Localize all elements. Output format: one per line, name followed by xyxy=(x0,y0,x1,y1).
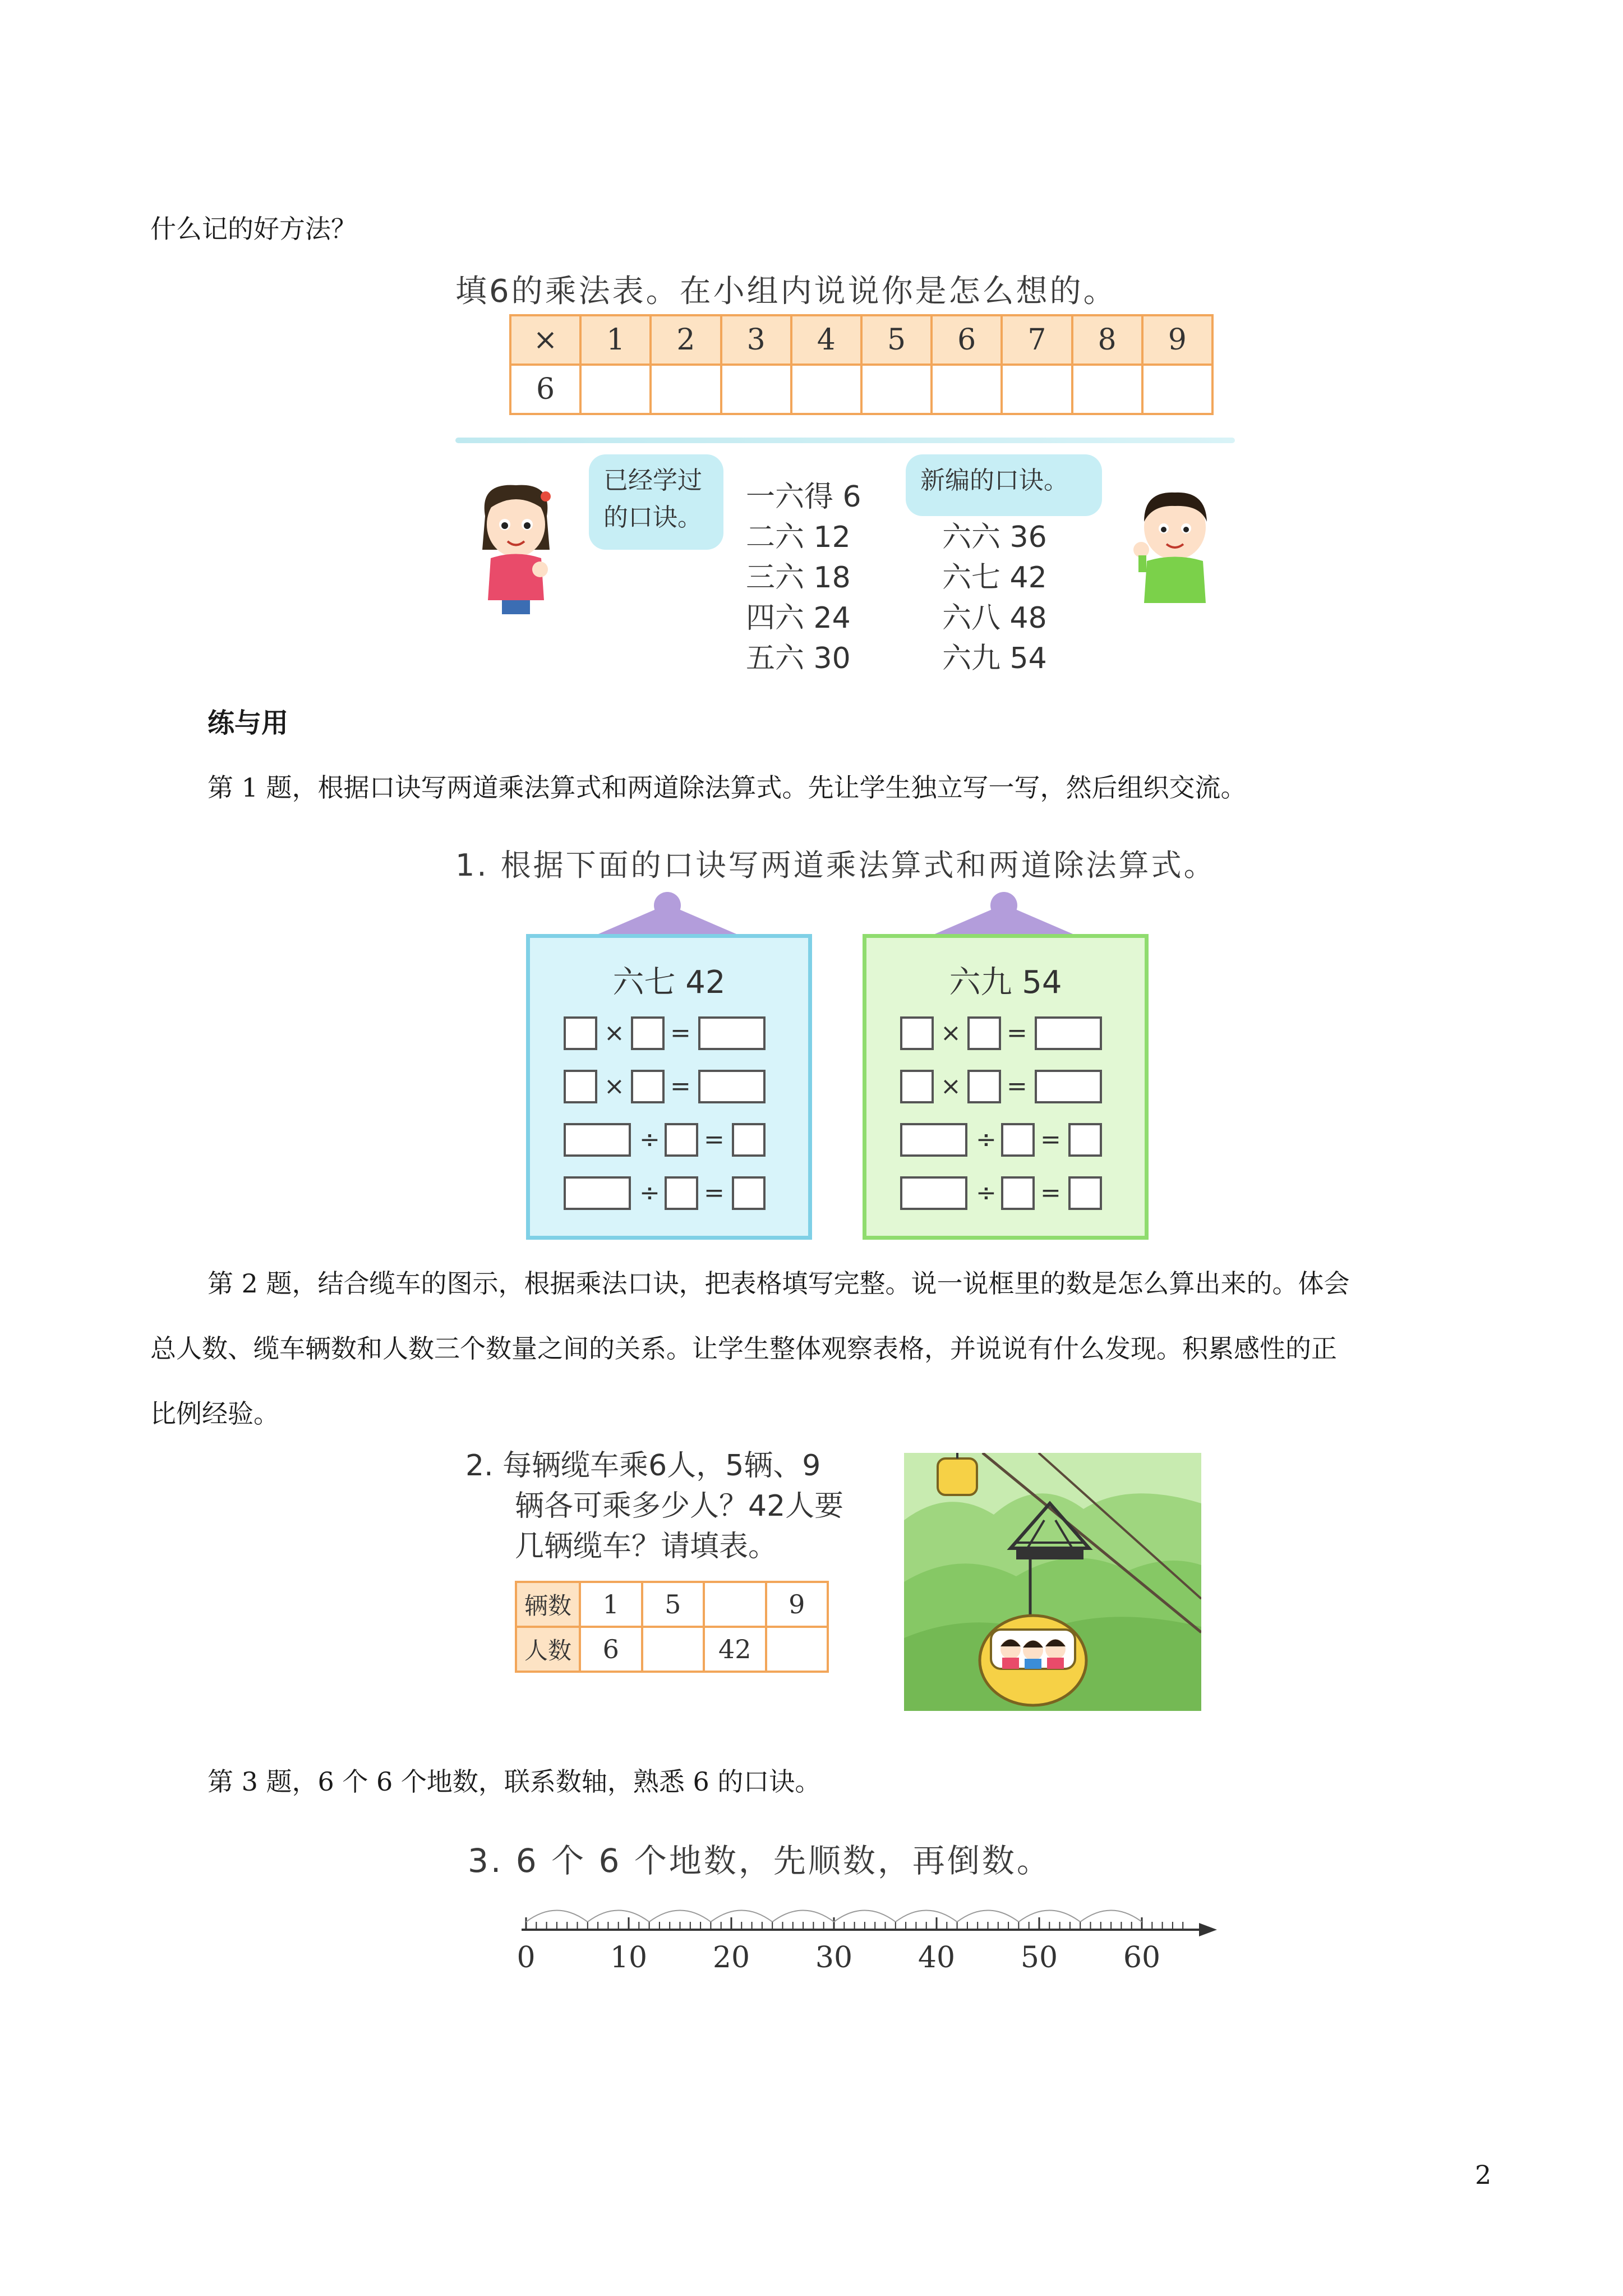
answer-box[interactable] xyxy=(631,1070,665,1103)
count-arc xyxy=(1080,1911,1142,1922)
answer-cell[interactable] xyxy=(1142,365,1212,414)
answer-box[interactable] xyxy=(1035,1016,1102,1050)
answer-box[interactable] xyxy=(732,1176,766,1210)
girl-illustration xyxy=(468,477,564,617)
answer-box[interactable] xyxy=(900,1016,934,1050)
table-cell: 6 xyxy=(510,365,580,414)
q3-text: 第 3 题，6 个 6 个地数，联系数轴，熟悉 6 的口诀。 xyxy=(208,1766,821,1797)
answer-cell[interactable] xyxy=(791,365,861,414)
right-panel-title: 六九 54 xyxy=(949,964,1062,1001)
times-sign: × xyxy=(940,1072,961,1101)
answer-box[interactable] xyxy=(1001,1123,1035,1157)
answer-box[interactable] xyxy=(900,1070,934,1103)
equals-sign: = xyxy=(1007,1072,1027,1101)
boy-illustration xyxy=(1122,482,1223,617)
answer-box[interactable] xyxy=(900,1176,967,1210)
divide-sign: ÷ xyxy=(639,1179,660,1207)
learned-rhymes xyxy=(746,477,861,679)
answer-cell[interactable] xyxy=(1002,365,1072,414)
equals-sign: = xyxy=(704,1125,725,1154)
equals-sign: = xyxy=(1040,1125,1061,1154)
answer-cell[interactable] xyxy=(766,1627,828,1672)
table-cell: 42 xyxy=(704,1627,766,1672)
axis-arrow xyxy=(1199,1923,1217,1936)
table-cell: 1 xyxy=(580,1582,642,1627)
table-cell: 5 xyxy=(861,315,932,365)
axis-label: 40 xyxy=(917,1941,956,1975)
axis-label: 30 xyxy=(815,1941,853,1975)
left-rhyme-panel xyxy=(526,934,812,1240)
count-arc xyxy=(1018,1911,1080,1922)
answer-box[interactable] xyxy=(967,1016,1001,1050)
fig1-title: 填6的乘法表。在小组内说说你是怎么想的。 xyxy=(455,273,1117,310)
answer-box[interactable] xyxy=(665,1176,698,1210)
multiplication-table xyxy=(509,314,1214,415)
answer-box[interactable] xyxy=(1068,1123,1102,1157)
answer-cell[interactable] xyxy=(721,365,791,414)
new-rhymes xyxy=(942,517,1047,679)
table-cell: 3 xyxy=(721,315,791,365)
equals-sign: = xyxy=(1007,1019,1027,1047)
divide-sign: ÷ xyxy=(976,1179,997,1207)
rhyme-line: 三六 18 xyxy=(746,561,851,595)
answer-box[interactable] xyxy=(698,1070,766,1103)
answer-cell[interactable] xyxy=(932,365,1002,414)
fig4-title: 3. 6 个 6 个地数，先顺数，再倒数。 xyxy=(468,1842,1052,1880)
equals-sign: = xyxy=(704,1179,725,1207)
table-cell: 6 xyxy=(932,315,1002,365)
rhyme-line: 一六得 6 xyxy=(746,480,861,514)
girl-speech-bubble: 已经学过的口诀。 xyxy=(589,454,723,550)
count-arc xyxy=(834,1911,896,1922)
rhyme-line: 五六 30 xyxy=(746,642,851,675)
cable-car-table xyxy=(515,1581,829,1673)
section-heading: 练与用 xyxy=(208,707,289,739)
count-arc xyxy=(588,1911,649,1922)
table-cell: 5 xyxy=(642,1582,704,1627)
table-cell: 9 xyxy=(1142,315,1212,365)
divide-sign: ÷ xyxy=(976,1125,997,1154)
cable-car-illustration xyxy=(904,1453,1201,1711)
count-arc xyxy=(772,1911,834,1922)
rhyme-line: 六九 54 xyxy=(942,642,1047,675)
table-header-cell: 人数 xyxy=(516,1627,580,1672)
answer-box[interactable] xyxy=(1035,1070,1102,1103)
intro-line: 什么记的好方法？ xyxy=(150,214,357,244)
axis-label: 10 xyxy=(610,1941,648,1975)
axis-label: 50 xyxy=(1020,1941,1058,1975)
fig3-text-line1: 2. 每辆缆车乘6人，5辆、9 xyxy=(465,1449,821,1483)
table-cell: 1 xyxy=(580,315,651,365)
axis-label: 60 xyxy=(1123,1941,1161,1975)
rhyme-line: 二六 12 xyxy=(746,521,851,554)
table-cell: × xyxy=(510,315,580,365)
rhyme-line: 四六 24 xyxy=(746,601,851,635)
answer-box[interactable] xyxy=(967,1070,1001,1103)
q1-text: 第 1 题，根据口诀写两道乘法算式和两道除法算式。先让学生独立写一写，然后组织交流。 xyxy=(208,772,1247,803)
left-panel-hanger xyxy=(594,892,740,937)
table-cell: 9 xyxy=(766,1582,828,1627)
right-panel-hanger xyxy=(931,892,1077,937)
answer-box[interactable] xyxy=(564,1016,597,1050)
table-row xyxy=(516,1627,828,1672)
right-rhyme-panel xyxy=(863,934,1149,1240)
answer-box[interactable] xyxy=(732,1123,766,1157)
answer-box[interactable] xyxy=(665,1123,698,1157)
times-sign: × xyxy=(940,1019,961,1047)
rhyme-line: 六七 42 xyxy=(942,561,1047,595)
answer-cell[interactable] xyxy=(1072,365,1142,414)
boy-speech-bubble: 新编的口诀。 xyxy=(906,454,1102,516)
count-arc xyxy=(526,1911,588,1922)
table-cell: 2 xyxy=(651,315,721,365)
answer-box[interactable] xyxy=(1001,1176,1035,1210)
answer-box[interactable] xyxy=(1068,1176,1102,1210)
answer-box[interactable] xyxy=(564,1176,631,1210)
times-sign: × xyxy=(604,1072,625,1101)
fig3-text-line3: 几辆缆车？请填表。 xyxy=(515,1530,778,1563)
equals-sign: = xyxy=(670,1072,691,1101)
divider-line xyxy=(455,438,1235,443)
rhyme-line: 六八 48 xyxy=(942,601,1047,635)
multiplication-table-answer-row xyxy=(510,365,1212,414)
count-arc xyxy=(711,1911,772,1922)
count-arc xyxy=(957,1911,1019,1922)
multiplication-table-header-row xyxy=(510,315,1212,365)
answer-cell[interactable] xyxy=(642,1627,704,1672)
answer-cell[interactable] xyxy=(704,1582,766,1627)
times-sign: × xyxy=(604,1019,625,1047)
q2-text-line3: 比例经验。 xyxy=(150,1398,279,1429)
axis-label: 0 xyxy=(517,1941,536,1975)
answer-cell[interactable] xyxy=(861,365,932,414)
answer-box[interactable] xyxy=(564,1070,597,1103)
fig3-text-line2: 辆各可乘多少人？42人要 xyxy=(515,1489,844,1523)
table-cell: 7 xyxy=(1002,315,1072,365)
table-row xyxy=(516,1582,828,1627)
answer-box[interactable] xyxy=(698,1016,766,1050)
count-arc xyxy=(896,1911,957,1922)
answer-box[interactable] xyxy=(564,1123,631,1157)
q2-text-line2: 总人数、缆车辆数和人数三个数量之间的关系。让学生整体观察表格，并说说有什么发现。积累感性的正 xyxy=(150,1333,1337,1364)
fig2-title: 1. 根据下面的口诀写两道乘法算式和两道除法算式。 xyxy=(455,848,1216,883)
equals-sign: = xyxy=(670,1019,691,1047)
answer-cell[interactable] xyxy=(580,365,651,414)
count-arc xyxy=(649,1911,711,1922)
table-header-cell: 辆数 xyxy=(516,1582,580,1627)
equals-sign: = xyxy=(1040,1179,1061,1207)
q2-text-line1: 第 2 题，结合缆车的图示，根据乘法口诀，把表格填写完整。说一说框里的数是怎么算出来的。体会 xyxy=(208,1268,1350,1299)
rhyme-line: 六六 36 xyxy=(942,521,1047,554)
table-cell: 6 xyxy=(580,1627,642,1672)
divide-sign: ÷ xyxy=(639,1125,660,1154)
table-cell: 4 xyxy=(791,315,861,365)
answer-box[interactable] xyxy=(900,1123,967,1157)
left-panel-title: 六七 42 xyxy=(612,964,726,1001)
axis-label: 20 xyxy=(712,1941,750,1975)
table-cell: 8 xyxy=(1072,315,1142,365)
answer-cell[interactable] xyxy=(651,365,721,414)
page-number: 2 xyxy=(1475,2160,1492,2190)
answer-box[interactable] xyxy=(631,1016,665,1050)
